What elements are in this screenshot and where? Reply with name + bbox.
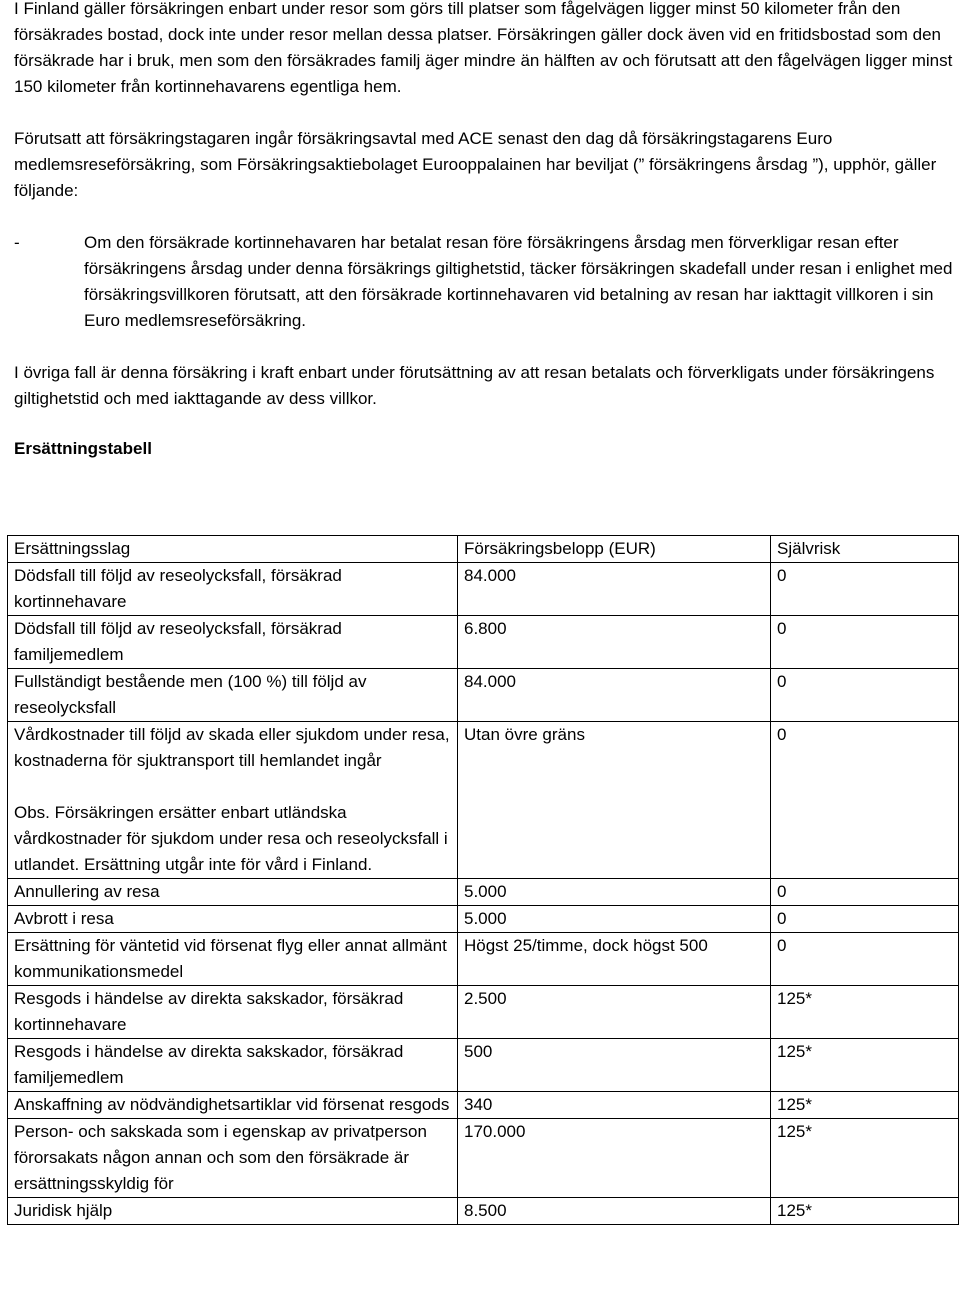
amount-cell: 2.500	[458, 986, 771, 1039]
deductible-cell: 0	[771, 563, 959, 616]
type-cell	[8, 722, 458, 879]
header-cell: Självrisk	[771, 536, 959, 563]
type-cell: Resgods i händelse av direkta sakskador, försäkrad kortinnehavare	[8, 986, 458, 1039]
table-row	[8, 1198, 959, 1225]
amount-cell: 6.800	[458, 616, 771, 669]
amount-cell: Utan övre gräns	[458, 722, 771, 879]
table-row	[8, 986, 959, 1039]
deductible-cell: 0	[771, 933, 959, 986]
amount-cell: 340	[458, 1092, 771, 1119]
amount-cell: 5.000	[458, 906, 771, 933]
type-cell: Dödsfall till följd av reseolycksfall, försäkrad kortinnehavare	[8, 563, 458, 616]
deductible-cell: 0	[771, 669, 959, 722]
type-cell: Dödsfall till följd av reseolycksfall, försäkrad familjemedlem	[8, 616, 458, 669]
table-row	[8, 669, 959, 722]
deductible-cell: 125*	[771, 986, 959, 1039]
intro-paragraph-3: I övriga fall är denna försäkring i kraft enbart under förutsättning av att resan betalats och förverkligats under försäkringens giltighetstid och med iakttagande av dess villkor.	[14, 363, 935, 408]
type-cell: Anskaffning av nödvändighetsartiklar vid försenat resgods	[8, 1092, 458, 1119]
table-row	[8, 879, 959, 906]
deductible-cell: 125*	[771, 1092, 959, 1119]
bullet-dash: -	[14, 233, 20, 252]
deductible-cell: 0	[771, 722, 959, 879]
bullet-item	[14, 230, 958, 334]
intro-paragraph-1: I Finland gäller försäkringen enbart under resor som görs till platser som fågelvägen ligger minst 50 kilometer från den försäkrades bostad, dock inte under resor mellan dessa platser. Försäkringen gäller dock även vid en fritidsbostad som den försäkrade har i bruk, men som den försäkrades familj äger mindre än hälften av och förutsatt att den fågelvägen ligger minst 150 kilometer från kortinnehavarens egentliga hem.	[14, 0, 953, 96]
amount-cell: 84.000	[458, 563, 771, 616]
type-text: Vårdkostnader till följd av skada eller sjukdom under resa, kostnaderna för sjuktransport till hemlandet ingår	[14, 725, 450, 770]
type-cell: Person- och sakskada som i egenskap av privatperson förorsakats någon annan och som den försäkrade är ersättningsskyldig för	[8, 1119, 458, 1198]
care-note: Obs. Försäkringen ersätter enbart utländska vårdkostnader för sjukdom under resa och reseolycksfall i utlandet. Ersättning utgår inte för vård i Finland.	[14, 803, 448, 874]
deductible-cell: 125*	[771, 1198, 959, 1225]
table-heading: Ersättningstabell	[14, 439, 152, 458]
deductible-cell: 0	[771, 906, 959, 933]
intro-paragraph-2: Förutsatt att försäkringstagaren ingår försäkringsavtal med ACE senast den dag då försäkringstagarens Euro medlemsreseförsäkring, som Försäkringsaktiebolaget Eurooppalainen har beviljat (” försäkringens årsdag ”), upphör, gäller följande:	[14, 129, 937, 200]
document-page	[14, 0, 958, 462]
amount-cell: Högst 25/timme, dock högst 500	[458, 933, 771, 986]
amount-cell: 170.000	[458, 1119, 771, 1198]
header-cell: Ersättningsslag	[8, 536, 458, 563]
bullet-text: Om den försäkrade kortinnehavaren har betalat resan före försäkringens årsdag men förverkligar resan efter försäkringens årsdag under denna försäkrings giltighetstid, täcker försäkringen skadefall under resan i enlighet med försäkringsvillkoren förutsatt, att den försäkrade kortinnehavaren vid betalning av resan har iakttagit villkoren i sin Euro medlemsreseförsäkring.	[84, 233, 953, 330]
table-row	[8, 1119, 959, 1198]
amount-cell: 8.500	[458, 1198, 771, 1225]
table-header-row	[8, 536, 959, 563]
table-row	[8, 1039, 959, 1092]
amount-cell: 500	[458, 1039, 771, 1092]
table-row	[8, 722, 959, 879]
deductible-cell: 125*	[771, 1039, 959, 1092]
table-row	[8, 1092, 959, 1119]
deductible-cell: 125*	[771, 1119, 959, 1198]
deductible-cell: 0	[771, 879, 959, 906]
header-cell: Försäkringsbelopp (EUR)	[458, 536, 771, 563]
table-row	[8, 933, 959, 986]
compensation-table	[7, 535, 959, 1225]
table-row	[8, 616, 959, 669]
table-row	[8, 906, 959, 933]
type-cell: Resgods i händelse av direkta sakskador, försäkrad familjemedlem	[8, 1039, 458, 1092]
type-cell: Avbrott i resa	[8, 906, 458, 933]
type-cell: Annullering av resa	[8, 879, 458, 906]
type-cell: Fullständigt bestående men (100 %) till följd av reseolycksfall	[8, 669, 458, 722]
table-row	[8, 563, 959, 616]
deductible-cell: 0	[771, 616, 959, 669]
amount-cell: 5.000	[458, 879, 771, 906]
type-cell: Juridisk hjälp	[8, 1198, 458, 1225]
type-cell: Ersättning för väntetid vid försenat flyg eller annat allmänt kommunikationsmedel	[8, 933, 458, 986]
amount-cell: 84.000	[458, 669, 771, 722]
